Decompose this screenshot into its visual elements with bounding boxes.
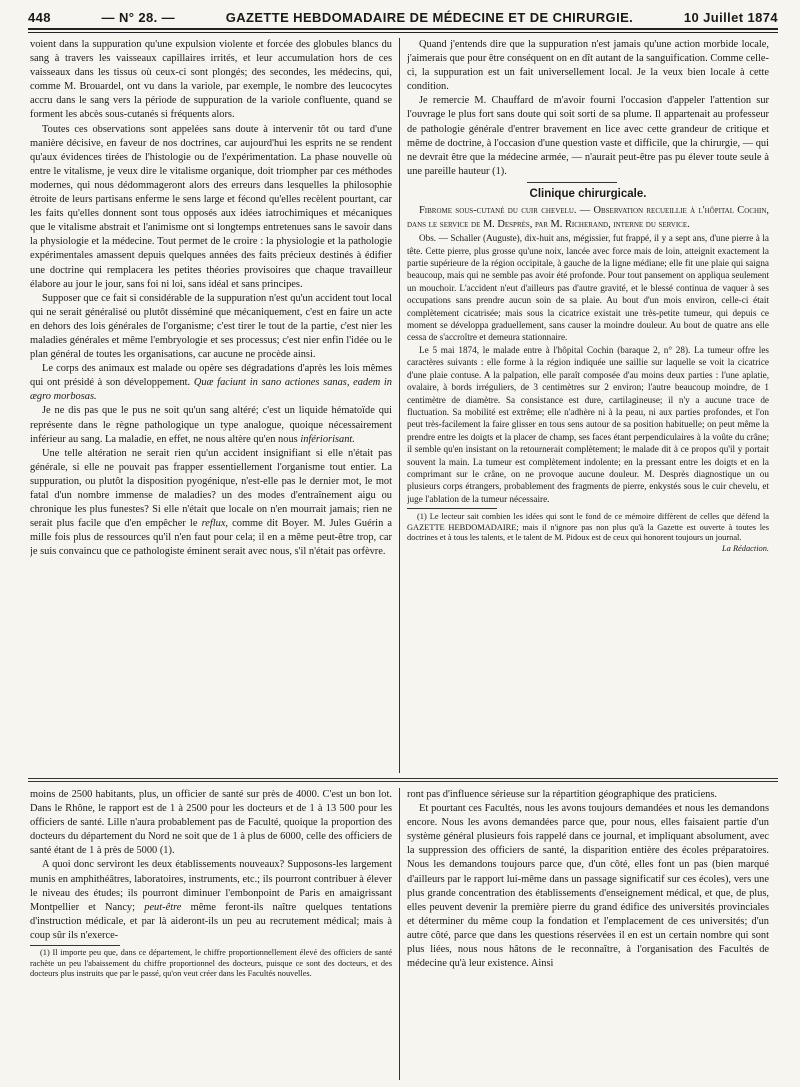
text: A quoi donc serviront les deux établissements nouveaux? Supposons-les largement munis en amphithéâtres, laboratoires, instruments, etc.; ils pourront contribuer à élever le niveau des études; ils pourront diminuer l'embonpoint de Paris en amaigrissant Montpellier et Nancy;: [30, 859, 392, 913]
latin-quote: Quæ faciunt in sano actiones sanas, eadem in ægro morbosas.: [30, 377, 392, 403]
issue-number: — N° 28. —: [101, 9, 176, 25]
paragraph: Quand j'entends dire que la suppuration n'est jamais qu'une action morbide locale, j'aimerais que pour être conséquent on en dît autant de la sanguification. Comme celle-ci, la suppuration est un fait universellement local. Je la veux bien locale à cette condition.: [407, 39, 769, 93]
section-divider-thin: [28, 781, 778, 782]
emphasis: infériorisant.: [300, 433, 355, 445]
paragraph: [30, 447, 392, 560]
section-title: Clinique chirurgicale.: [529, 187, 647, 200]
footnote-signature: La Rédaction.: [722, 543, 769, 553]
footnote: [407, 512, 769, 554]
section-divider: [28, 778, 778, 779]
paragraph: Et pourtant ces Facultés, nous les avons toujours demandées et nous les demandons encore. Nous les avons demandées parce que, pour nous, elles faisaient partie d'un système général plusieurs fois rappelé dans ce journal, et impliquant absolument, avec la suppression des officiers de santé, la disparition entière des écoles préparatoires. Nous les demandons toujours parce que, d'un côté, elles font un pas (bien marqué d'ailleurs par le rapport lui-même dans un passage significatif sur ces écoles), vers une plus grande concentration des établissements d'enseignement médical, et que, de plus, elles peuvent devenir la première pierre du grand édifice des universités provinciales et déterminer du même coup la fondation et l'emplacement de ces universités; d'un autre côté, parce que dans les questions réservées il en est un certain nombre qui sont plus liées, nous nous hâtons de le reconnaître, à l'organisation des Facultés de médecine qu'à leur existence. Ainsi: [407, 803, 769, 970]
footnote: [30, 948, 392, 980]
paragraph: [30, 404, 392, 446]
text: même feront-ils naître quelques tentations d'instruction médicale, et par là aideront-ils un peu au recrutement médical; mais à coup sûr ils n'exerce-: [30, 901, 392, 941]
emphasis: reflux,: [201, 518, 229, 530]
paragraph: [30, 362, 392, 404]
text: comme dit Boyer. M. Jules Guérin a mille fois plus de ressources qu'il n'en faut pour cela; il en a même peut-être trop, car je suis convaincu que ce pathologiste éminent serait avec nous, s'il n'était pas orfèvre.: [30, 518, 392, 558]
bottom-right-column: [407, 788, 769, 1080]
footnote-text: (1) Il importe peu que, dans ce département, le chiffre proportionnellement élevé des officiers de santé rachète un peu l'abaissement du chiffre proportionnel des docteurs, puisque ce sont des docteurs, et des docteurs plus instruits que par le passé, qu'on veut créer dans les Facultés nouvelles.: [30, 948, 392, 979]
top-left-column: [30, 38, 392, 773]
issue-date: 10 Juillet 1874: [683, 9, 778, 25]
footnote-text: (1) Le lecteur sait combien les idées qui sont le fond de ce mémoire diffèrent de celles que défend la GAZETTE HEBDOMADAIRE; mais il n'ignore pas non plus qu'à la Gazette est ouverte à toutes les doctrines et à tous les talents, et le talent de M. Pidoux est de ceux qui honorent toujours un journal.: [407, 512, 769, 543]
paragraph: moins de 2500 habitants, plus, un officier de santé sur près de 4000. C'est un bon lot. Dans le Rhône, le rapport est de 1 à 2500 pour les docteurs et de 1 à 13 500 pour les officiers de santé. Lille n'aura probablement pas de Faculté, quoique la proportion des docteurs du département du Nord ne soit que de 1 à plus de 6000, celle des officiers de santé étant de 1 à près de 5000 (1).: [30, 789, 392, 857]
observation-text: Le 5 mai 1874, le malade entre à l'hôpital Cochin (baraque 2, n° 28). La tumeur offre les caractères suivants : elle forme à la région indiquée une saillie sur laquelle se voit la cicatrice d'une plaie contuse. A la palpation, elle paraît composée d'au moins deux parties : l'une aplatie, ovalaire, à bords irréguliers, de 3 centimètres sur 2 environ; l'autre beaucoup moindre, de 1 centimètre de diamètre. Sa consistance est dure, cartilagineuse; il n'y a aucune trace de fluctuation. Sa mobilité est extrême; elle n'adhère ni à la peau, ni aux parties profondes, et l'on peut très-facilement la faire glisser en tous sens autour de sa position habituelle; on peut même la prendre entre les doigts et la placer de champ, ses faces étant perpendiculaires à la voûte du crâne; il semble qu'en insistant on la retournerait complètement; le malade dit à ce propos qu'il y portait souvent la main. La tumeur est complètement indolente; en la pressant entre les doigts et en la comprimant sur le crâne, on ne provoque aucune douleur. M. Desprès diagnostique un ou plusieurs corps étrangers, probablement des fragments de pierre, enkystés sous le cuir chevelu, et juge l'ablation de la tumeur nécessaire.: [407, 344, 769, 504]
text: Le corps des animaux est malade ou opère ses dégradations d'après les lois mêmes qui ont présidé à son développement.: [30, 363, 392, 389]
paragraph: Toutes ces observations sont appelées sans doute à intervenir tôt ou tard d'une manière décisive, en faveur de nos doctrines, car aujourd'hui les esprits ne se rendent qu'aux évidences tirées de l'histologie ou de l'expérimentation. La phase nouvelle où entre le vitalisme, je veux dire le vitalisme organique, doit triompher par ces méthodes modernes, qui nous dédommageront alors des erreurs dans lesquelles la philosophie étroite de leurs partisans enferme le sens large et fécond qu'elles recèlent pourtant, car les faits qu'elles donnent sont tous opposés aux idées iatrochimiques et mécaniques que le vitalisme abstrait et l'animisme ont si longtemps entretenues sans le savoir dans la physiologie et la médecine. Tout permet de le croire : la physiologie et la pathologie expérimentales amassent depuis quelques années des faits précieux destinés à édifier une doctrine qui remplacera les petites théories provisoires que chaque travailleur élabore au jour le jour, sans foi ni loi, sans idéal et sans principes.: [30, 123, 392, 290]
journal-title: GAZETTE HEBDOMADAIRE DE MÉDECINE ET DE CHIRURGIE.: [225, 9, 634, 25]
observation-text: Obs. — Schaller (Auguste), dix-huit ans, mégissier, fut frappé, il y a sept ans, d'une pierre à la tête. Cette pierre, plus grosse qu'une noix, lancée avec force mais de loin, atteignit exactement la partie supérieure de la région occipitale, à gauche de la ligne médiane; elle fit une plaie qui saigna beaucoup, mais qui ne semble pas avoir été profonde. Pour tout pansement on appliqua seulement un mouchoir. L'accident n'eut d'ailleurs pas d'autre gravité, et le blessé continua de vaquer à ses occupations sans prendre aucun soin de sa plaie. Au bout d'un mois environ, celle-ci était complètement cicatrisée; mais sous la cicatrice existait une très-petite tumeur, qui depuis ce moment se développa graduellement, sans causer la moindre douleur. Au bout de quatre ans elle cessa de s'accroître et demeura stationnaire.: [407, 233, 769, 343]
section-rule: [527, 182, 617, 183]
footnote-rule: [407, 508, 497, 509]
paragraph: Je remercie M. Chauffard de m'avoir fourni l'occasion d'appeler l'attention sur l'ouvrage le plus fort sans doute qui soit sorti de sa plume. Il appartenait au professeur de pathologie générale d'entrer bravement en lice avec cette grandeur de critique et même de doctrine, à l'occasion d'une question vaste et difficile, que la chirurgie, — qui ne devrait être que la médecine armée, — n'aurait peut-être pas pu élever toute seule à une pareille hauteur (1).: [407, 95, 769, 177]
column-divider: [399, 788, 400, 1080]
paragraph: [30, 858, 392, 943]
text: Une telle altération ne serait rien qu'un accident insignifiant si elle n'était pas générale, si elle ne pouvait pas frapper essentiellement l'organisme tout entier. La suppuration, ou plutôt la disposition pyogénique, n'est-elle pas le dernier mot, le mot fatal d'un nombre immense de maladies? un des modes d'entraînement aigu ou chronique les plus funestes? Si elle n'était que locale on n'en mourrait jamais; rien ne serait plus facile que d'en empêcher le: [30, 447, 392, 530]
bottom-left-column: [30, 788, 392, 1080]
page-number: 448: [28, 9, 51, 25]
observation-title: Fibrome sous-cutané du cuir chevelu. — Observation recueillie à l'hôpital Cochin, dans le service de M. Desprès, par M. Richerand, interne du service.: [407, 205, 769, 231]
page-header: [28, 6, 778, 28]
header-rule-thin: [28, 32, 778, 33]
column-divider: [399, 38, 400, 773]
top-right-column: [407, 38, 769, 773]
text: Je ne dis pas que le pus ne soit qu'un sang altéré; c'est un liquide hématoïde qui représente dans le règne pathologique un type analogue, quoique nécessairement inférieur au sang. La maladie, en effet, ne nous altère qu'en nous: [30, 405, 392, 445]
paragraph: voient dans la suppuration qu'une expulsion violente et forcée des globules blancs du sang à travers les vaisseaux capillaires irrités, et leur accumulation hors de ces vaisseaux dans les tissus où ceux-ci sont plongés; des secondes, les médecins, qui, comme M. Brouardel, ont vu dans la variole, par exemple, le nombre des leucocytes accru dans le sang vers la période de suppuration de la variole confluente, quand se forment les abcès sous-cutanés si fréquents alors.: [30, 39, 392, 121]
emphasis: peut-être: [144, 901, 182, 913]
paragraph: ront pas d'influence sérieuse sur la répartition géographique des praticiens.: [407, 789, 718, 800]
header-rule: [28, 28, 778, 30]
paragraph: Supposer que ce fait si considérable de la suppuration n'est qu'un accident tout local qui ne serait généralisé ou plutôt disséminé que mécaniquement, c'est en faire un acte en dehors des lois générales de l'organisme; c'est tirer le tout de la partie, c'est nier les maladies générales et même l'embryologie et ses processus; c'est nier enfin l'idée ou le plan général de toutes les organisations, car aucune ne procède ainsi.: [30, 292, 392, 361]
footnote-rule: [30, 945, 120, 946]
